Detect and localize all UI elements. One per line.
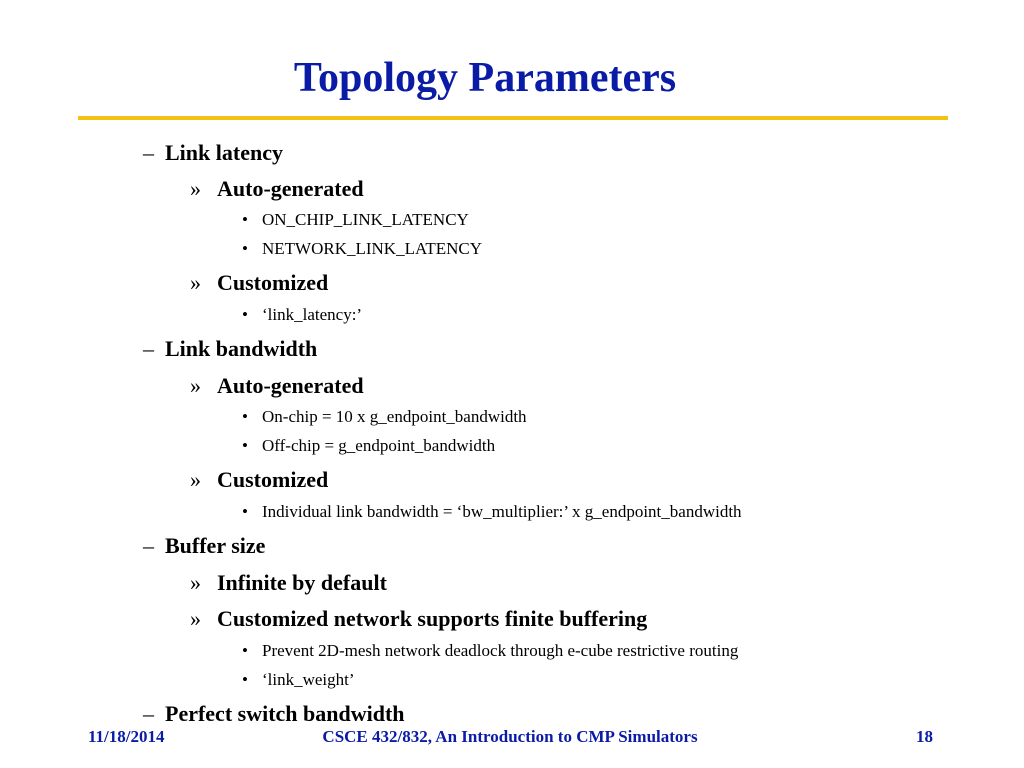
- bullet-marker: •: [242, 210, 248, 229]
- bullet-text: ‘link_latency:’: [262, 305, 363, 324]
- bullet-text: Customized: [217, 270, 329, 295]
- subbullet-auto-generated: [190, 373, 364, 399]
- raquo-marker: »: [190, 176, 201, 201]
- slide-title: Topology Parameters: [293, 55, 677, 101]
- item-prevent-deadlock: [242, 641, 738, 661]
- item-network-link-latency: [242, 239, 482, 259]
- bullet-text: Infinite by default: [217, 570, 387, 595]
- dash-marker: –: [143, 140, 154, 165]
- subbullet-infinite-by-default: [190, 570, 387, 596]
- bullet-marker: •: [242, 305, 248, 324]
- raquo-marker: »: [190, 467, 201, 492]
- bullet-text: Auto-generated: [217, 373, 364, 398]
- dash-marker: –: [143, 336, 154, 361]
- bullet-text: Link latency: [165, 140, 283, 165]
- bullet-text: NETWORK_LINK_LATENCY: [262, 239, 483, 258]
- bullet-text: Link bandwidth: [165, 336, 318, 361]
- bullet-marker: •: [242, 239, 248, 258]
- bullet-marker: •: [242, 641, 248, 660]
- bullet-buffer-size: [143, 533, 265, 559]
- footer-date: 11/18/2014: [88, 727, 165, 746]
- raquo-marker: »: [190, 570, 201, 595]
- dash-marker: –: [143, 533, 154, 558]
- dash-marker: –: [143, 701, 154, 726]
- item-on-chip-bandwidth: [242, 407, 527, 427]
- bullet-link-bandwidth: [143, 336, 317, 362]
- bullet-text: Customized network supports finite buffering: [217, 606, 648, 631]
- bullet-text: On-chip = 10 x g_endpoint_bandwidth: [262, 407, 527, 426]
- raquo-marker: »: [190, 606, 201, 631]
- raquo-marker: »: [190, 270, 201, 295]
- bullet-text: Individual link bandwidth = ‘bw_multiplier:’ x g_endpoint_bandwidth: [262, 502, 742, 521]
- bullet-text: Off-chip = g_endpoint_bandwidth: [262, 436, 496, 455]
- item-on-chip-link-latency: [242, 210, 469, 230]
- bullet-text: ‘link_weight’: [262, 670, 355, 689]
- bullet-text: Perfect switch bandwidth: [165, 701, 405, 726]
- page-number: 18: [916, 727, 933, 746]
- bullet-perfect-switch-bandwidth: [143, 701, 405, 727]
- bullet-text: Buffer size: [165, 533, 266, 558]
- bullet-marker: •: [242, 502, 248, 521]
- bullet-text: Prevent 2D-mesh network deadlock through e-cube restrictive routing: [262, 641, 739, 660]
- bullet-marker: •: [242, 670, 248, 689]
- subbullet-finite-buffering: [190, 606, 647, 632]
- bullet-link-latency: [143, 140, 283, 166]
- item-individual-link-bandwidth: [242, 502, 742, 522]
- item-off-chip-bandwidth: [242, 436, 495, 456]
- footer-course-title: CSCE 432/832, An Introduction to CMP Simulators: [322, 727, 698, 746]
- subbullet-auto-generated: [190, 176, 364, 202]
- subbullet-customized: [190, 467, 328, 493]
- bullet-marker: •: [242, 436, 248, 455]
- title-divider: [78, 116, 948, 120]
- bullet-text: Auto-generated: [217, 176, 364, 201]
- item-link-latency-key: [242, 305, 362, 325]
- bullet-marker: •: [242, 407, 248, 426]
- subbullet-customized: [190, 270, 328, 296]
- item-link-weight: [242, 670, 355, 690]
- bullet-text: ON_CHIP_LINK_LATENCY: [262, 210, 469, 229]
- bullet-text: Customized: [217, 467, 329, 492]
- raquo-marker: »: [190, 373, 201, 398]
